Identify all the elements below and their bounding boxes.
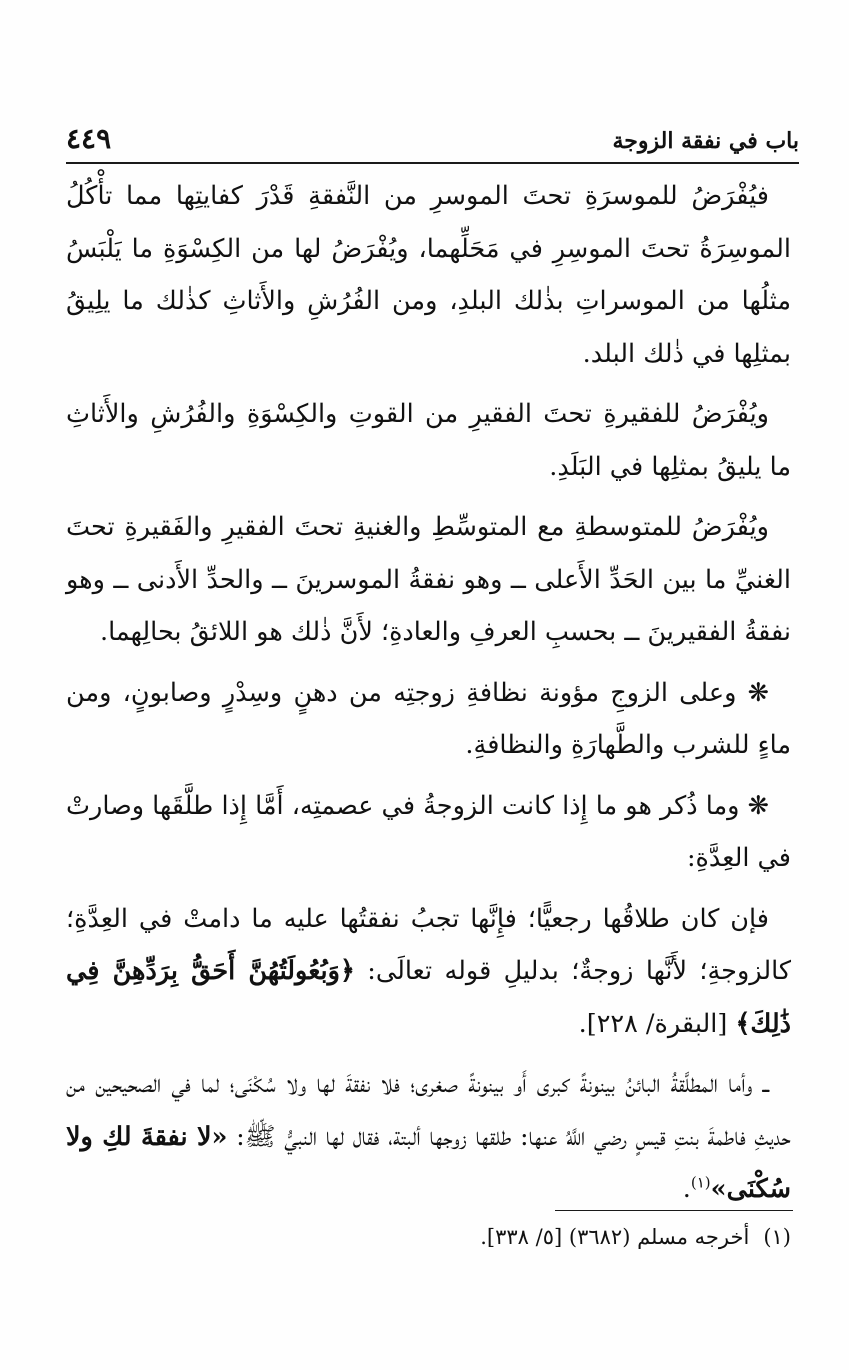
hadith-quote: «لا نفقةَ لكِ ولا سُكْنَى»: [66, 1121, 791, 1204]
quran-reference: [البقرة/ ٢٢٨].: [578, 1008, 728, 1039]
paragraph-4: ❋ وعلى الزوجِ مؤونة نظافةِ زوجتِه من دهنٍ وسِدْرٍ وصابونٍ، ومن ماءٍ للشرب والطَّهارَةِ والنظافةِ.: [66, 677, 791, 760]
page-number: ٤٤٩: [66, 122, 112, 155]
page-header: [66, 118, 799, 164]
footnote-divider: [555, 1210, 793, 1211]
quran-quote: ﴿وَبُعُولَتُهُنَّ أَحَقُّ بِرَدِّهِنَّ فِي ذَٰلِكَ﴾: [66, 956, 791, 1039]
paragraph-3: ويُفْرَضُ للمتوسطةِ مع المتوسِّطِ والغنيةِ تحتَ الفقيرِ والفَقيرةِ تحتَ الغنيِّ ما بين الحَدِّ الأَعلى ــ وهو نفقةُ الموسرينَ ــ والحدِّ الأَدنى ــ وهو نفقةُ الفقيرينَ ــ بحسبِ العرفِ والعادةِ؛ لأَنَّ ذٰلك هو اللائقُ بحالِهما.: [66, 512, 791, 647]
footnote-reference: (١): [690, 1173, 711, 1192]
paragraph-7-end: .: [682, 1174, 691, 1204]
paragraph-2: ويُفْرَضُ للفقيرةِ تحتَ الفقيرِ من القوتِ والكِسْوَةِ والفُرُشِ والأَثاثِ ما يليقُ بمثلِها في البَلَدِ.: [66, 399, 791, 482]
paragraph-6: [66, 893, 791, 1051]
running-title: باب في نفقة الزوجة: [612, 128, 799, 154]
footnote: [300, 1222, 791, 1252]
paragraph-1: فيُفْرَضُ للموسرَةِ تحتَ الموسرِ من النَّفقةِ قَدْرَ كفايتِها مما تأْكُلُ الموسِرَةُ تحتَ الموسِرِ في مَحَلِّهما، ويُفْرَضُ لها من الكِسْوَةِ ما يَلْبَسُ مثلُها من الموسراتِ بذٰلك البلدِ، ومن الفُرُشِ والأَثاثِ كذٰلك ما يلِيقُ بمثلِها في ذٰلك البلد.: [66, 181, 791, 369]
paragraph-6-text: فإن كان طلاقُها رجعيًّا؛ فإِنَّها تجبُ نفقتُها عليه ما دامتْ في العِدَّةِ؛ كالزوجةِ؛ لأَنَّها زوجةٌ؛ بدليلِ قوله تعالَى:: [66, 903, 792, 986]
paragraph-7: [66, 1058, 791, 1216]
main-text: [66, 170, 791, 1216]
footnote-number: (١): [763, 1225, 791, 1249]
paragraph-7-text: ــ وأما المطلَّقةُ البائنُ بينونةً كبرى أَو بينونةً صغرى؛ فلا نفقةَ لها ولا سُكْنَى؛ لما في الصحيحين من حديثِ فاطمةَ بنتِ قيسٍ رضي اللَّهُ عنها: طلقها زوجها ألبتة، فقال لها النبيُّ ﷺ:: [66, 1069, 791, 1152]
paragraph-5: ❋ وما ذُكر هو ما إِذا كانت الزوجةُ في عصمتِه، أَمَّا إِذا طلَّقَها وصارتْ في العِدَّةِ:: [66, 790, 791, 873]
footnote-text: أخرجه مسلم (٣٦٨٢) [٥/ ٣٣٨].: [480, 1225, 750, 1249]
